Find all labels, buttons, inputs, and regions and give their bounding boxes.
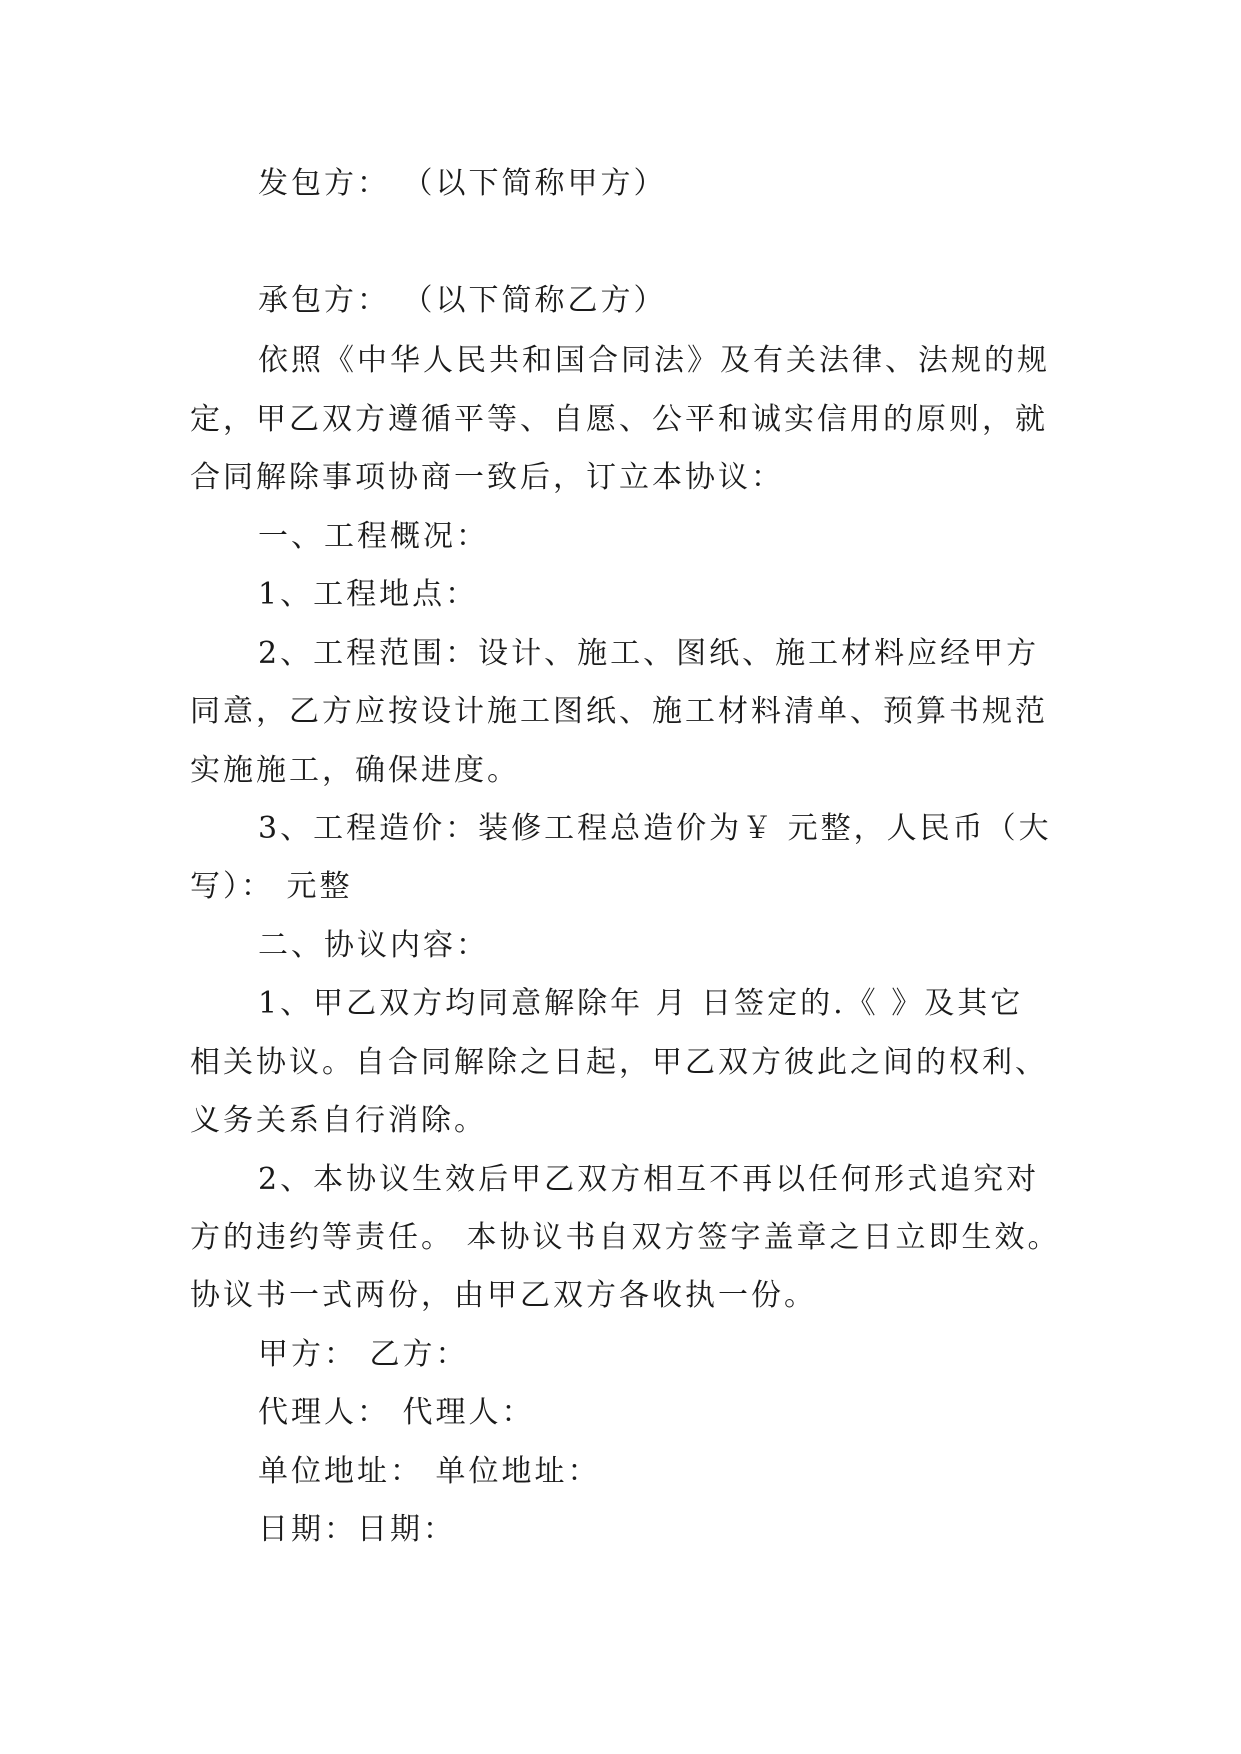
agreement-clause-2-line-2: 方的违约等责任。 本协议书自双方签字盖章之日立即生效。 (190, 1220, 1061, 1255)
section-1-heading: 一、工程概况： (258, 519, 489, 554)
clause-location: 1、工程地点： (258, 577, 479, 612)
section-2-heading: 二、协议内容： (258, 928, 489, 963)
signature-agents: 代理人： 代理人： (258, 1395, 535, 1430)
signature-addresses: 单位地址： 单位地址： (258, 1454, 601, 1489)
clause-scope-line-3: 实施施工，确保进度。 (190, 753, 520, 788)
signature-dates: 日期：日期： (258, 1512, 456, 1547)
clause-cost-line-2: 写）： 元整 (190, 869, 353, 904)
clause-cost-line-1: 3、工程造价：装修工程总造价为￥ 元整，人民币（大 (258, 811, 1052, 846)
agreement-clause-2-line-1: 2、本协议生效后甲乙双方相互不再以任何形式追究对 (258, 1162, 1040, 1197)
signature-parties: 甲方： 乙方： (258, 1337, 469, 1372)
clause-scope-line-1: 2、工程范围：设计、施工、图纸、施工材料应经甲方 (258, 636, 1040, 671)
agreement-clause-1-line-2: 相关协议。自合同解除之日起，甲乙双方彼此之间的权利、 (190, 1045, 1048, 1080)
party-b-line: 承包方： （以下简称乙方） (258, 283, 667, 318)
agreement-clause-1-line-1: 1、甲乙双方均同意解除年 月 日签定的.《 》及其它 (258, 986, 1024, 1021)
agreement-clause-1-line-3: 义务关系自行消除。 (190, 1103, 487, 1138)
party-a-line: 发包方： （以下简称甲方） (258, 166, 667, 201)
clause-scope-line-2: 同意，乙方应按设计施工图纸、施工材料清单、预算书规范 (190, 694, 1048, 729)
preamble-line-1: 依照《中华人民共和国合同法》及有关法律、法规的规 (258, 343, 1050, 378)
preamble-line-2: 定，甲乙双方遵循平等、自愿、公平和诚实信用的原则，就 (190, 402, 1048, 437)
preamble-line-3: 合同解除事项协商一致后，订立本协议： (190, 460, 784, 495)
agreement-clause-2-line-3: 协议书一式两份，由甲乙双方各收执一份。 (190, 1278, 817, 1313)
